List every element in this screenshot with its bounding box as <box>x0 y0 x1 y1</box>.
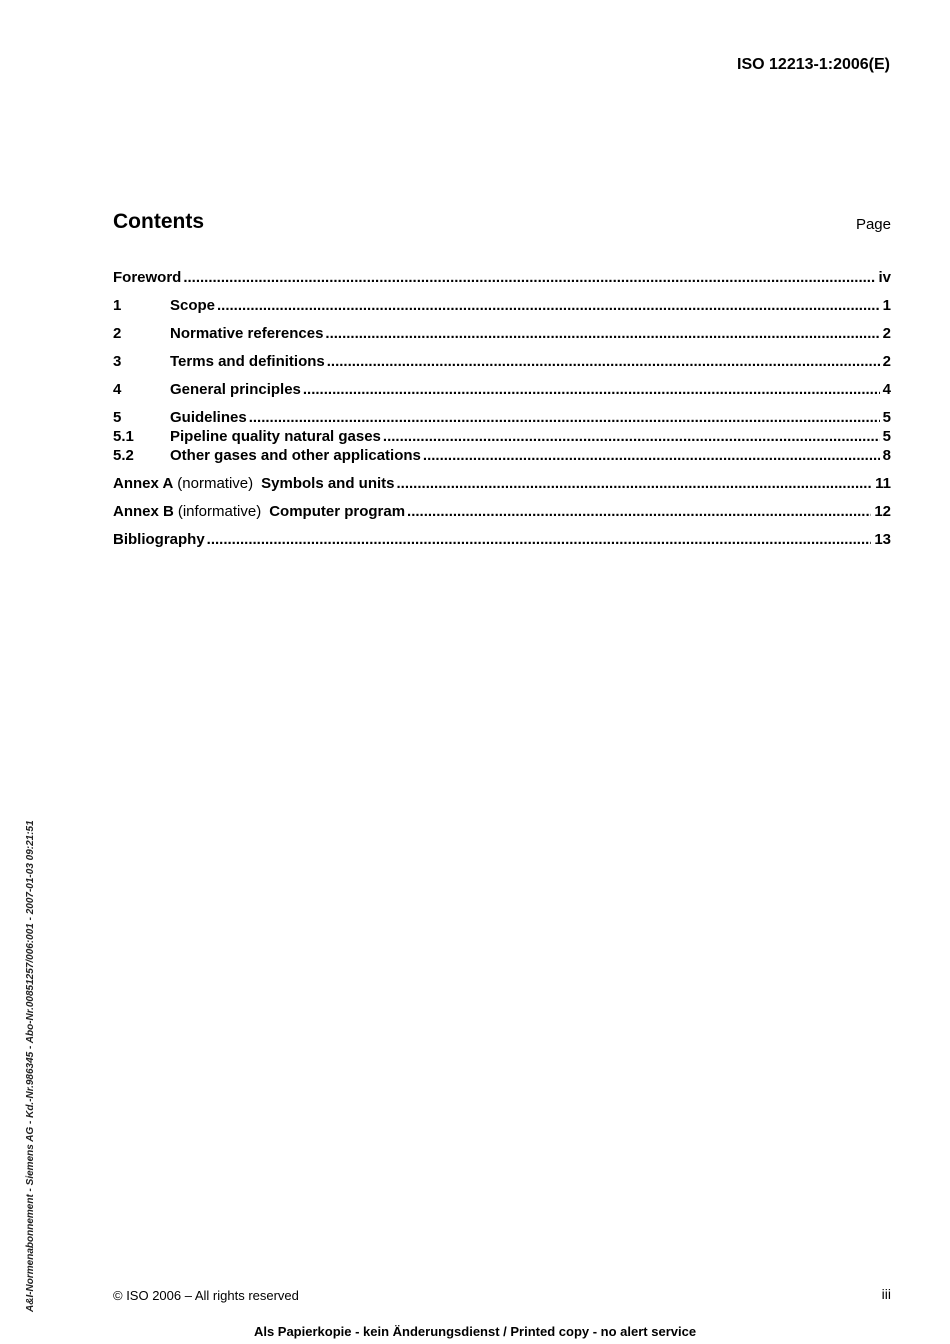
toc-entry-page: 12 <box>874 503 891 520</box>
toc-entry-annex-a[interactable] <box>113 474 891 493</box>
toc-entry-page: 5 <box>882 409 891 426</box>
toc-entry-number: 5.1 <box>113 428 134 445</box>
toc-entry-title: Symbols and units <box>261 475 395 492</box>
toc-leader-dots <box>249 408 880 427</box>
toc-entry-title: Normative references <box>170 325 324 342</box>
toc-leader-dots <box>325 324 879 343</box>
toc-entry-page: 11 <box>875 475 891 492</box>
toc-annex-type: (normative) <box>177 475 254 492</box>
toc-entry-title: Terms and definitions <box>170 353 325 370</box>
toc-entry-page: 2 <box>882 325 891 342</box>
toc-leader-dots <box>407 502 871 521</box>
toc-entry-normative-references[interactable] <box>113 324 891 343</box>
contents-heading: Contents <box>113 210 204 233</box>
toc-annex-type: (informative) <box>177 503 262 520</box>
page-column-label: Page <box>855 216 891 233</box>
toc-entry-title: Other gases and other applications <box>170 447 421 464</box>
toc-entry-number: 4 <box>113 381 122 398</box>
toc-entry-other-gases[interactable] <box>113 446 891 465</box>
toc-leader-dots <box>303 380 880 399</box>
document-id: ISO 12213-1:2006(E) <box>737 56 890 73</box>
footer-page-number: iii <box>881 1286 891 1302</box>
toc-leader-dots <box>207 530 872 549</box>
toc-entry-scope[interactable] <box>113 296 891 315</box>
toc-leader-dots <box>183 268 875 287</box>
toc-entry-page: 8 <box>882 447 891 464</box>
toc-entry-annex-b[interactable] <box>113 502 891 521</box>
toc-entry-page: 1 <box>882 297 891 314</box>
toc-entry-guidelines[interactable] <box>113 408 891 427</box>
toc-entry-title: Guidelines <box>170 409 247 426</box>
toc-leader-dots <box>217 296 880 315</box>
toc-entry-page: 2 <box>882 353 891 370</box>
toc-entry-title: Foreword <box>113 269 182 286</box>
toc-entry-page: 5 <box>882 428 891 445</box>
toc-entry-page: 13 <box>874 531 891 548</box>
toc-entry-title: Scope <box>170 297 216 314</box>
toc-entry-page: 4 <box>882 381 891 398</box>
toc-entry-number: 5.2 <box>113 447 134 464</box>
toc-entry-title: Pipeline quality natural gases <box>170 428 381 445</box>
side-license-stamp: A&I-Normenabonnement - Siemens AG - Kd.-Nr.986345 - Abo-Nr.00851257/006:001 - 2007-01-03 09:21:51 <box>25 820 36 1312</box>
toc-entry-foreword[interactable] <box>113 268 891 287</box>
toc-entry-number: 1 <box>113 297 122 314</box>
footer-print-notice: Als Papierkopie - kein Änderungsdienst / Printed copy - no alert service <box>253 1324 697 1339</box>
toc-leader-dots <box>397 474 873 493</box>
toc-entry-bibliography[interactable] <box>113 530 891 549</box>
toc-entry-number: 2 <box>113 325 122 342</box>
table-of-contents <box>113 268 891 549</box>
toc-entry-page: iv <box>878 269 891 286</box>
toc-leader-dots <box>423 446 880 465</box>
toc-annex-label: Annex B <box>113 503 174 520</box>
toc-entry-pipeline-quality[interactable] <box>113 427 891 446</box>
toc-entry-number: 5 <box>113 409 122 426</box>
toc-entry-terms-and-definitions[interactable] <box>113 352 891 371</box>
toc-entry-number: 3 <box>113 353 122 370</box>
toc-annex-label: Annex A <box>113 475 174 492</box>
toc-leader-dots <box>327 352 880 371</box>
toc-entry-title: General principles <box>170 381 301 398</box>
toc-entry-general-principles[interactable] <box>113 380 891 399</box>
toc-entry-title: Bibliography <box>113 531 205 548</box>
toc-entry-title: Computer program <box>269 503 406 520</box>
toc-leader-dots <box>383 427 880 446</box>
footer-copyright: © ISO 2006 – All rights reserved <box>113 1288 299 1303</box>
